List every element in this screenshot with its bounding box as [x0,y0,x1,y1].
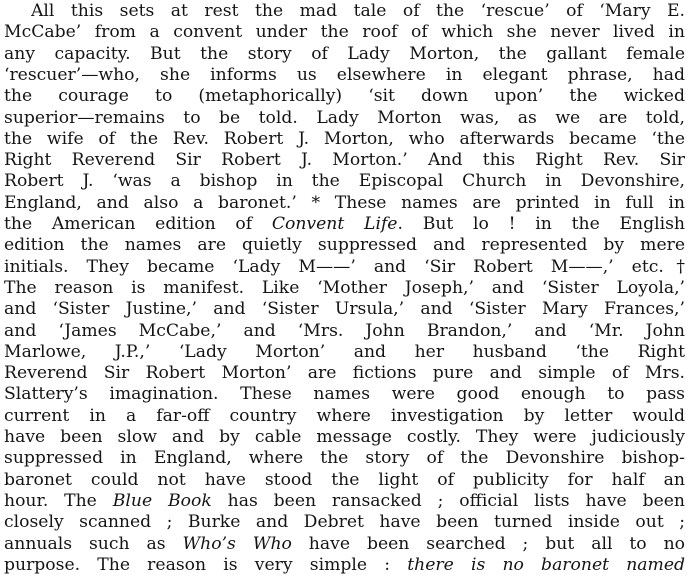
text-line: England, and also a baronet.’ * These names are printed in full in [4,192,685,213]
text-segment: has been ransacked ; official lists have been [211,490,685,511]
italic-title: Convent Life [271,214,398,234]
text-line: any capacity. But the story of Lady Morton, the gallant female [4,43,685,64]
text-line: Right Reverend Sir Robert J. Morton.’ And this Right Rev. Sir [4,150,685,171]
italic-title: there is no baronet named [407,554,685,575]
text-line: edition the names are quietly suppressed and represented by mere [4,235,685,256]
text-line [4,490,685,512]
text-line: closely scanned ; Burke and Debret have been turned inside out ; [4,512,685,533]
italic-title: Blue Book [112,490,212,511]
text-line: Slattery’s imagination. These names were good enough to pass [4,384,685,405]
text-line: and ‘James McCabe,’ and ‘Mrs. John Brandon,’ and ‘Mr. John [4,320,685,341]
text-line: Reverend Sir Robert Morton’ are fictions pure and simple of Mrs. [4,363,685,384]
text-segment: have been searched ; but all to no [291,533,685,554]
text-segment: hour. The [4,490,113,511]
italic-title: Who’s Who [182,533,292,554]
text-segment: the American edition of [4,214,272,234]
text-line: and ‘Sister Justine,’ and ‘Sister Ursula,’ and ‘Sister Mary Frances,’ [4,299,685,320]
text-segment: . But lo ! in the English [397,214,685,234]
text-line: McCabe’ from a convent under the roof of which she never lived in [4,22,685,43]
text-line: All this sets at rest the mad tale of the ‘rescue’ of ‘Mary E. [31,1,685,21]
text-line: superior—remains to be told. Lady Morton was, as we are told, [4,107,685,128]
text-line: ‘rescuer’—who, she informs us elsewhere in elegant phrase, had [4,64,685,85]
text-line: initials. They became ‘Lady M——’ and ‘Sir Robert M——,’ etc.† [4,256,685,277]
text-line: The reason is manifest. Like ‘Mother Joseph,’ and ‘Sister Loyola,’ [4,277,685,298]
text-line: the courage to (metaphorically) ‘sit down upon’ the wicked [4,86,685,107]
text-line: current in a far-off country where investigation by letter would [4,405,685,426]
text-line: Robert J. ‘was a bishop in the Episcopal Church in Devonshire, [4,171,685,192]
text-segment: purpose. The reason is very simple : [4,554,408,575]
text-line: suppressed in England, where the story of the Devonshire bishop- [4,448,685,469]
text-line [4,554,685,576]
text-line: baronet could not have stood the light of publicity for half an [4,469,685,490]
text-line [4,213,685,235]
text-line [4,533,685,555]
text-line: Marlowe, J.P.,’ ‘Lady Morton’ and her husband ‘the Right [4,341,685,362]
text-line: the wife of the Rev. Robert J. Morton, who afterwards became ‘the [4,128,685,149]
text-line: have been slow and by cable message costly. They were judiciously [4,427,685,447]
text-segment: annuals such as [4,533,183,554]
